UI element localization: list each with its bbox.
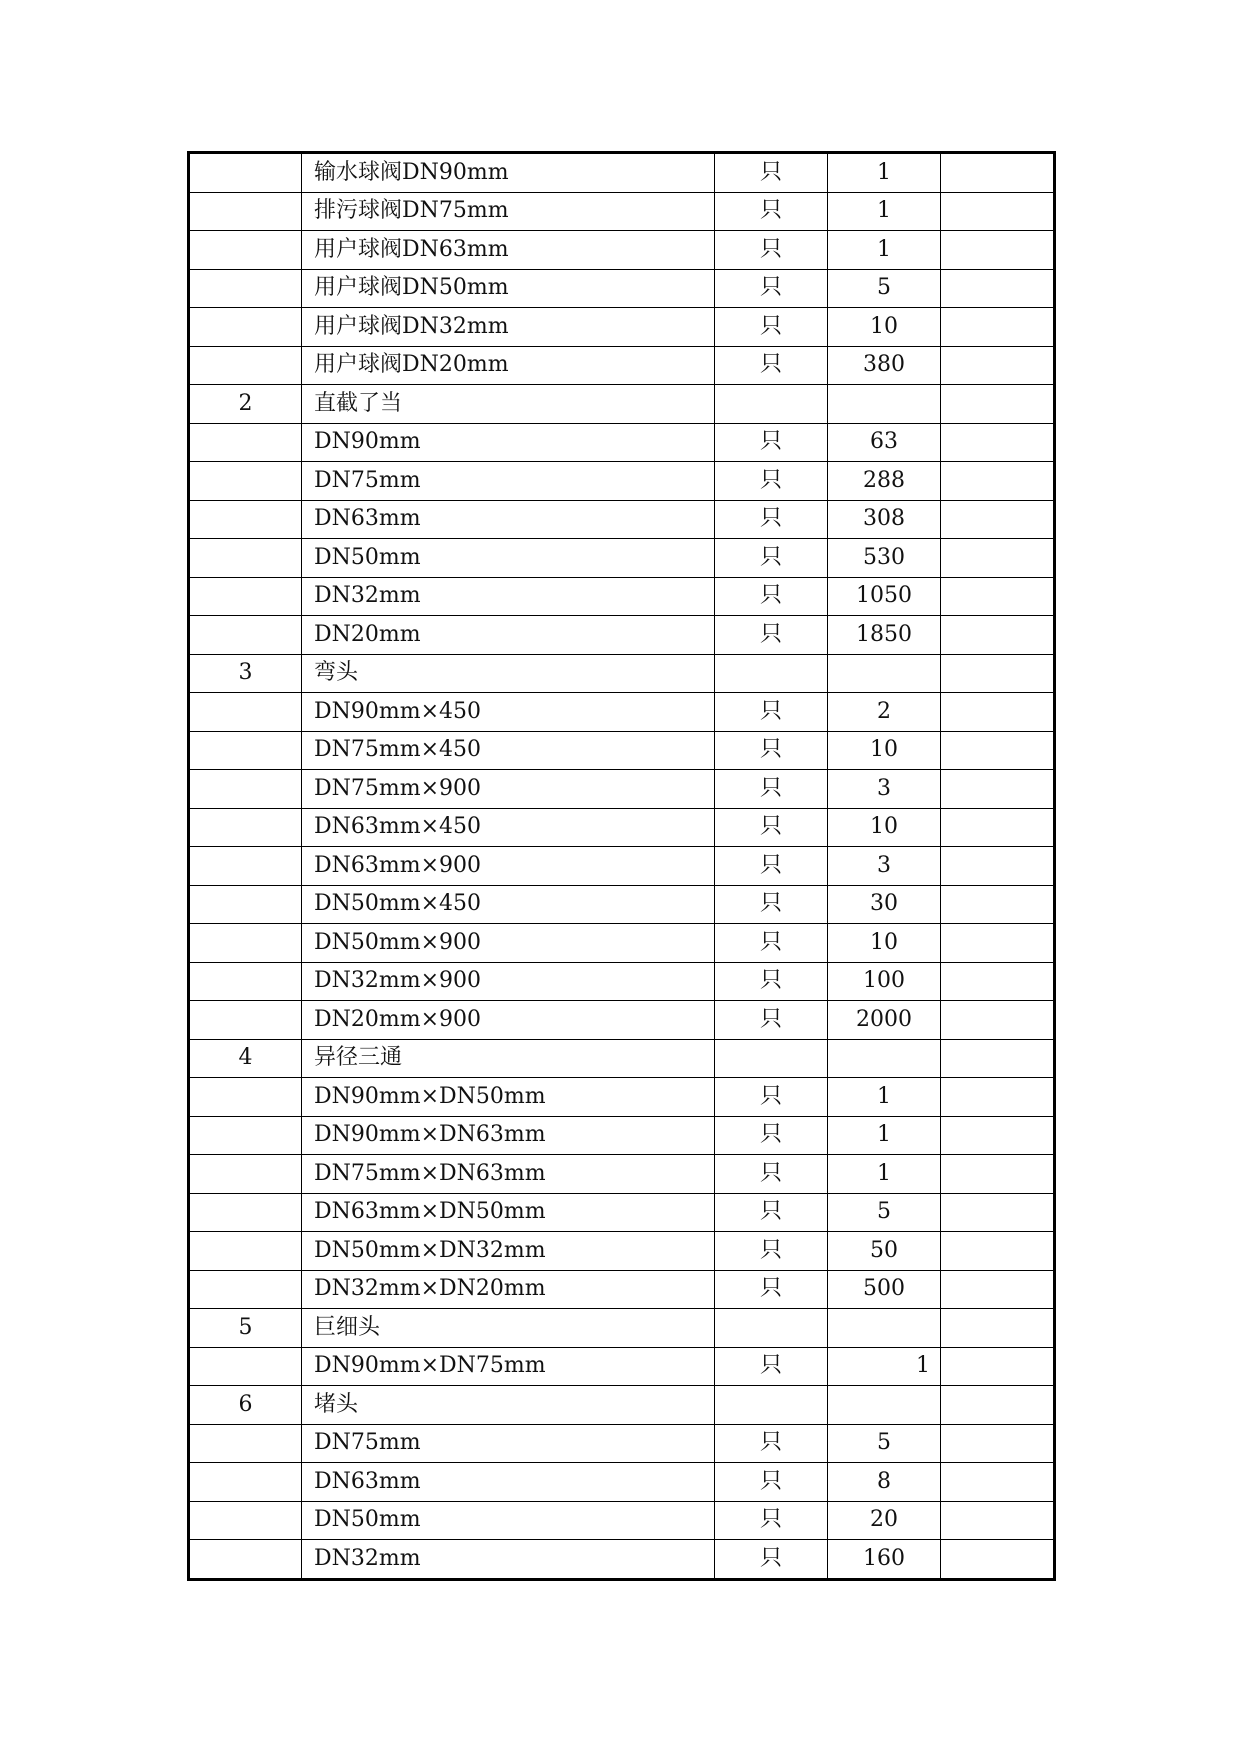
table-row [189, 616, 1055, 655]
table-row [189, 539, 1055, 578]
item-unit-cell: 只 [715, 231, 828, 270]
item-name-cell: 用户球阀DN63mm [302, 231, 715, 270]
item-unit-cell: 只 [715, 1270, 828, 1309]
item-note-cell [941, 1001, 1055, 1040]
item-note-cell [941, 153, 1055, 193]
item-number-cell [189, 1347, 302, 1386]
item-name-cell: DN75mm×900 [302, 770, 715, 809]
item-note-cell [941, 616, 1055, 655]
item-quantity-cell: 5 [828, 269, 941, 308]
item-name-cell: DN32mm×900 [302, 962, 715, 1001]
item-name-cell: 排污球阀DN75mm [302, 192, 715, 231]
item-unit-cell: 只 [715, 847, 828, 886]
item-unit-cell [715, 1039, 828, 1078]
item-number-cell [189, 1270, 302, 1309]
item-note-cell [941, 308, 1055, 347]
table-row [189, 1347, 1055, 1386]
item-number-cell [189, 500, 302, 539]
table-row [189, 269, 1055, 308]
item-quantity-cell: 308 [828, 500, 941, 539]
item-unit-cell: 只 [715, 1463, 828, 1502]
materials-table [187, 151, 1056, 1581]
item-quantity-cell: 100 [828, 962, 941, 1001]
item-quantity-cell: 10 [828, 308, 941, 347]
item-number-cell [189, 269, 302, 308]
item-number-cell [189, 1540, 302, 1580]
item-unit-cell: 只 [715, 693, 828, 732]
item-note-cell [941, 462, 1055, 501]
item-note-cell [941, 731, 1055, 770]
item-note-cell [941, 1232, 1055, 1271]
item-note-cell [941, 770, 1055, 809]
table-row [189, 1424, 1055, 1463]
item-quantity-cell: 1 [828, 1078, 941, 1117]
item-note-cell [941, 1463, 1055, 1502]
item-quantity-cell: 530 [828, 539, 941, 578]
table-row [189, 693, 1055, 732]
item-unit-cell: 只 [715, 1193, 828, 1232]
item-number-cell [189, 153, 302, 193]
item-number-cell: 2 [189, 385, 302, 424]
item-number-cell [189, 1001, 302, 1040]
item-note-cell [941, 808, 1055, 847]
table-row [189, 1116, 1055, 1155]
table-row [189, 1001, 1055, 1040]
item-name-cell: DN50mm [302, 1501, 715, 1540]
table-row [189, 346, 1055, 385]
item-unit-cell [715, 1309, 828, 1348]
item-unit-cell: 只 [715, 539, 828, 578]
item-quantity-cell: 288 [828, 462, 941, 501]
item-name-cell: DN63mm [302, 1463, 715, 1502]
item-number-cell: 3 [189, 654, 302, 693]
item-unit-cell: 只 [715, 308, 828, 347]
item-name-cell: 直截了当 [302, 385, 715, 424]
item-unit-cell: 只 [715, 616, 828, 655]
item-quantity-cell: 50 [828, 1232, 941, 1271]
item-name-cell: DN75mm×DN63mm [302, 1155, 715, 1194]
item-unit-cell: 只 [715, 962, 828, 1001]
item-unit-cell: 只 [715, 1347, 828, 1386]
item-quantity-cell: 3 [828, 847, 941, 886]
item-note-cell [941, 346, 1055, 385]
item-note-cell [941, 885, 1055, 924]
item-note-cell [941, 924, 1055, 963]
item-note-cell [941, 1193, 1055, 1232]
section-header-row [189, 1309, 1055, 1348]
item-unit-cell: 只 [715, 808, 828, 847]
item-unit-cell: 只 [715, 1155, 828, 1194]
item-unit-cell: 只 [715, 1232, 828, 1271]
item-number-cell [189, 962, 302, 1001]
item-number-cell: 4 [189, 1039, 302, 1078]
item-unit-cell: 只 [715, 423, 828, 462]
item-number-cell [189, 1424, 302, 1463]
item-number-cell [189, 1193, 302, 1232]
item-unit-cell: 只 [715, 500, 828, 539]
item-note-cell [941, 500, 1055, 539]
item-quantity-cell: 63 [828, 423, 941, 462]
item-name-cell: DN63mm×DN50mm [302, 1193, 715, 1232]
item-number-cell [189, 1078, 302, 1117]
item-unit-cell [715, 654, 828, 693]
item-unit-cell: 只 [715, 731, 828, 770]
item-note-cell [941, 654, 1055, 693]
item-number-cell [189, 231, 302, 270]
table-row [189, 423, 1055, 462]
table-row [189, 1193, 1055, 1232]
table-row [189, 308, 1055, 347]
item-unit-cell: 只 [715, 1116, 828, 1155]
item-quantity-cell: 1 [828, 1155, 941, 1194]
item-name-cell: DN50mm [302, 539, 715, 578]
item-note-cell [941, 1039, 1055, 1078]
item-unit-cell [715, 1386, 828, 1425]
item-quantity-cell: 1850 [828, 616, 941, 655]
item-unit-cell: 只 [715, 924, 828, 963]
item-quantity-cell: 3 [828, 770, 941, 809]
section-header-row [189, 1039, 1055, 1078]
table-row [189, 1078, 1055, 1117]
item-name-cell: 用户球阀DN32mm [302, 308, 715, 347]
item-number-cell [189, 1155, 302, 1194]
item-quantity-cell: 1 [828, 231, 941, 270]
item-number-cell [189, 731, 302, 770]
table-row [189, 1232, 1055, 1271]
item-unit-cell: 只 [715, 462, 828, 501]
table-row [189, 847, 1055, 886]
item-quantity-cell [828, 654, 941, 693]
item-unit-cell: 只 [715, 1424, 828, 1463]
item-name-cell: 输水球阀DN90mm [302, 153, 715, 193]
item-quantity-cell: 10 [828, 924, 941, 963]
item-name-cell: 堵头 [302, 1386, 715, 1425]
item-name-cell: DN32mm [302, 1540, 715, 1580]
item-unit-cell: 只 [715, 885, 828, 924]
table-row [189, 962, 1055, 1001]
item-note-cell [941, 1386, 1055, 1425]
item-quantity-cell: 20 [828, 1501, 941, 1540]
item-quantity-cell: 1 [828, 1116, 941, 1155]
table-row [189, 924, 1055, 963]
table-row [189, 1540, 1055, 1580]
item-quantity-cell: 2000 [828, 1001, 941, 1040]
item-quantity-cell: 10 [828, 731, 941, 770]
item-unit-cell: 只 [715, 1540, 828, 1580]
item-quantity-cell: 10 [828, 808, 941, 847]
item-note-cell [941, 385, 1055, 424]
item-name-cell: 弯头 [302, 654, 715, 693]
table-row [189, 1155, 1055, 1194]
item-number-cell [189, 1116, 302, 1155]
item-number-cell [189, 462, 302, 501]
item-note-cell [941, 269, 1055, 308]
item-number-cell [189, 885, 302, 924]
item-unit-cell: 只 [715, 269, 828, 308]
item-quantity-cell: 500 [828, 1270, 941, 1309]
item-quantity-cell: 1 [828, 153, 941, 193]
item-quantity-cell: 2 [828, 693, 941, 732]
item-number-cell [189, 1501, 302, 1540]
item-name-cell: DN63mm [302, 500, 715, 539]
item-name-cell: DN90mm [302, 423, 715, 462]
item-note-cell [941, 847, 1055, 886]
item-quantity-cell: 1 [828, 192, 941, 231]
item-number-cell: 5 [189, 1309, 302, 1348]
item-quantity-cell: 5 [828, 1424, 941, 1463]
item-name-cell: DN50mm×450 [302, 885, 715, 924]
item-number-cell [189, 924, 302, 963]
table-row [189, 1501, 1055, 1540]
item-quantity-cell: 160 [828, 1540, 941, 1580]
item-unit-cell: 只 [715, 1001, 828, 1040]
item-quantity-cell [828, 1039, 941, 1078]
item-quantity-cell: 30 [828, 885, 941, 924]
item-name-cell: DN90mm×DN50mm [302, 1078, 715, 1117]
item-unit-cell: 只 [715, 770, 828, 809]
item-note-cell [941, 539, 1055, 578]
item-note-cell [941, 423, 1055, 462]
table-row [189, 885, 1055, 924]
table-row [189, 462, 1055, 501]
item-name-cell: DN75mm [302, 462, 715, 501]
item-number-cell [189, 423, 302, 462]
item-note-cell [941, 1347, 1055, 1386]
item-unit-cell: 只 [715, 577, 828, 616]
item-note-cell [941, 192, 1055, 231]
item-name-cell: DN20mm [302, 616, 715, 655]
table-body [189, 153, 1055, 1580]
item-number-cell [189, 308, 302, 347]
item-note-cell [941, 1501, 1055, 1540]
item-note-cell [941, 1424, 1055, 1463]
item-unit-cell: 只 [715, 1501, 828, 1540]
item-quantity-cell [828, 1386, 941, 1425]
item-name-cell: DN75mm×450 [302, 731, 715, 770]
item-unit-cell [715, 385, 828, 424]
item-number-cell [189, 770, 302, 809]
item-quantity-cell: 5 [828, 1193, 941, 1232]
table-row [189, 500, 1055, 539]
item-note-cell [941, 1270, 1055, 1309]
item-name-cell: DN63mm×900 [302, 847, 715, 886]
section-header-row [189, 385, 1055, 424]
item-name-cell: DN50mm×DN32mm [302, 1232, 715, 1271]
table-row [189, 770, 1055, 809]
item-quantity-cell: 380 [828, 346, 941, 385]
item-number-cell [189, 808, 302, 847]
item-note-cell [941, 231, 1055, 270]
item-name-cell: DN32mm [302, 577, 715, 616]
item-note-cell [941, 693, 1055, 732]
item-number-cell [189, 1463, 302, 1502]
item-number-cell [189, 539, 302, 578]
item-number-cell [189, 616, 302, 655]
item-quantity-cell: 8 [828, 1463, 941, 1502]
table-row [189, 731, 1055, 770]
table-row [189, 192, 1055, 231]
item-number-cell [189, 346, 302, 385]
item-note-cell [941, 962, 1055, 1001]
item-name-cell: 异径三通 [302, 1039, 715, 1078]
item-note-cell [941, 1540, 1055, 1580]
item-name-cell: DN20mm×900 [302, 1001, 715, 1040]
item-name-cell: DN50mm×900 [302, 924, 715, 963]
item-name-cell: 用户球阀DN50mm [302, 269, 715, 308]
item-note-cell [941, 1078, 1055, 1117]
item-name-cell: DN63mm×450 [302, 808, 715, 847]
section-header-row [189, 654, 1055, 693]
item-number-cell [189, 1232, 302, 1271]
item-number-cell [189, 577, 302, 616]
item-number-cell [189, 693, 302, 732]
item-note-cell [941, 1155, 1055, 1194]
item-note-cell [941, 1309, 1055, 1348]
item-name-cell: DN90mm×450 [302, 693, 715, 732]
item-name-cell: DN90mm×DN75mm [302, 1347, 715, 1386]
item-number-cell [189, 847, 302, 886]
item-name-cell: DN75mm [302, 1424, 715, 1463]
table-row [189, 231, 1055, 270]
item-name-cell: DN90mm×DN63mm [302, 1116, 715, 1155]
item-unit-cell: 只 [715, 192, 828, 231]
item-note-cell [941, 577, 1055, 616]
item-quantity-cell [828, 385, 941, 424]
section-header-row [189, 1386, 1055, 1425]
table-row [189, 1270, 1055, 1309]
item-name-cell: DN32mm×DN20mm [302, 1270, 715, 1309]
table-row [189, 577, 1055, 616]
item-unit-cell: 只 [715, 153, 828, 193]
item-quantity-cell [828, 1309, 941, 1348]
item-note-cell [941, 1116, 1055, 1155]
table-row [189, 808, 1055, 847]
table-row [189, 1463, 1055, 1502]
item-name-cell: 巨细头 [302, 1309, 715, 1348]
item-number-cell: 6 [189, 1386, 302, 1425]
table-row [189, 153, 1055, 193]
item-quantity-cell: 1 [828, 1347, 941, 1386]
item-unit-cell: 只 [715, 346, 828, 385]
item-name-cell: 用户球阀DN20mm [302, 346, 715, 385]
item-number-cell [189, 192, 302, 231]
item-quantity-cell: 1050 [828, 577, 941, 616]
item-unit-cell: 只 [715, 1078, 828, 1117]
